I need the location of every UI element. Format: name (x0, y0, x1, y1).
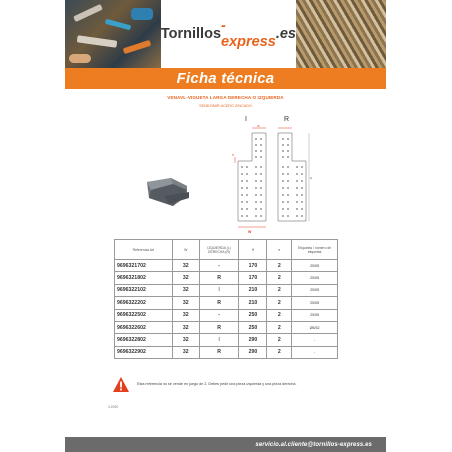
spec-table (114, 239, 338, 359)
product-name: VENAVL-VIGUETA LARGA DERECHA O IZQUIERDA (167, 95, 284, 100)
table-cell-side: I (199, 334, 239, 346)
table-cell-w: 32 (172, 309, 199, 321)
table-cell-h: 170 (239, 260, 267, 272)
table-row (115, 334, 338, 346)
brand-logo[interactable]: Tornillos -express .es (161, 0, 296, 68)
table-cell-e: 2 (267, 309, 292, 321)
table-cell-h: 170 (239, 272, 267, 284)
table-cell-code: 9696322602 (115, 321, 173, 333)
table-cell-h: 250 (239, 321, 267, 333)
drawing-label-left: I (245, 116, 247, 123)
drawing-label-right: R (284, 116, 290, 123)
table-cell-e: 2 (267, 334, 292, 346)
table-cell-side: R (199, 346, 239, 358)
table-cell-side: R (199, 272, 239, 284)
drawing-dim-height: H (310, 176, 312, 180)
column-header: IZQUIERDA (L) DERECHA (R) (199, 240, 239, 260)
footer-bar (65, 437, 386, 452)
table-cell-tags: - (292, 334, 338, 346)
table-cell-side: I (199, 284, 239, 296)
table-cell-w: 32 (172, 346, 199, 358)
contact-email-link[interactable]: servicio.al.cliente@tornillos-express.es (255, 441, 372, 448)
drawing-dim-bottom: W (248, 230, 252, 234)
table-cell-h: 290 (239, 346, 267, 358)
table-cell-w: 32 (172, 272, 199, 284)
table-cell-code: 9696321702 (115, 260, 173, 272)
column-header: H (239, 240, 267, 260)
table-row (115, 321, 338, 333)
table-row (115, 260, 338, 272)
page-title: Ficha técnica (176, 70, 275, 87)
product-material: SENDZIMIR ACERO ZINCADO (199, 104, 252, 108)
table-cell-code: 9696322202 (115, 297, 173, 309)
table-cell-side: - (199, 260, 239, 272)
warning-note (112, 374, 352, 394)
table-cell-code: 9696322902 (115, 346, 173, 358)
table-cell-tags: 20/05 (292, 260, 338, 272)
table-cell-h: 250 (239, 309, 267, 321)
drawing-dim-top: W (257, 124, 260, 128)
table-cell-side: R (199, 321, 239, 333)
warning-icon (112, 376, 130, 393)
table-cell-h: 290 (239, 334, 267, 346)
table-cell-w: 32 (172, 260, 199, 272)
product-photo (143, 176, 191, 210)
table-cell-tags: - (292, 346, 338, 358)
table-cell-e: 2 (267, 297, 292, 309)
header-banner (65, 0, 386, 68)
column-header: W (172, 240, 199, 260)
table-cell-tags: 20/05 (292, 297, 338, 309)
table-cell-e: 2 (267, 284, 292, 296)
tools-photo (65, 0, 161, 68)
table-cell-tags: Ø5/32 (292, 321, 338, 333)
table-cell-e: 2 (267, 260, 292, 272)
table-cell-w: 32 (172, 284, 199, 296)
column-header: Etiquetas / número de etiquetas (292, 240, 338, 260)
drawing-dim-side: S (232, 153, 235, 157)
column-header: Referencia Art (115, 240, 173, 260)
table-cell-e: 2 (267, 346, 292, 358)
table-cell-side: - (199, 309, 239, 321)
table-header-row (115, 240, 338, 260)
table-cell-h: 210 (239, 284, 267, 296)
table-cell-e: 2 (267, 272, 292, 284)
table-cell-code: 9696322502 (115, 309, 173, 321)
table-cell-tags: 20/05 (292, 272, 338, 284)
table-cell-code: 9696322102 (115, 284, 173, 296)
table-cell-code: 9696322802 (115, 334, 173, 346)
table-cell-h: 210 (239, 297, 267, 309)
version-label: V.2020 (108, 405, 119, 409)
table-row (115, 297, 338, 309)
table-cell-e: 2 (267, 321, 292, 333)
table-row (115, 309, 338, 321)
table-cell-tags: 20/05 (292, 284, 338, 296)
table-row (115, 284, 338, 296)
title-bar (65, 68, 386, 89)
table-row (115, 346, 338, 358)
column-header: e (267, 240, 292, 260)
table-cell-w: 32 (172, 297, 199, 309)
table-cell-side: R (199, 297, 239, 309)
table-row (115, 272, 338, 284)
screws-photo (296, 0, 386, 68)
table-cell-tags: 20/05 (292, 309, 338, 321)
technical-drawing (232, 113, 312, 235)
table-cell-w: 32 (172, 321, 199, 333)
warning-text: Esta referencia no se vende en juego de 2. Debes pedir una pieza izquierda y una pieza derecha. (137, 382, 297, 386)
table-cell-w: 32 (172, 334, 199, 346)
table-cell-code: 9696321802 (115, 272, 173, 284)
